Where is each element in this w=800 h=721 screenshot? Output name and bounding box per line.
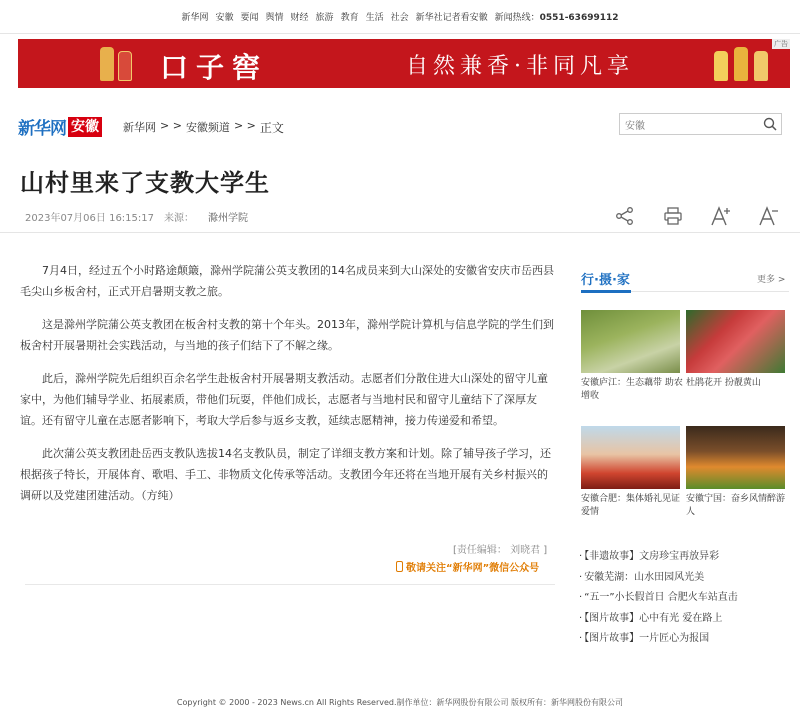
article-paragraph: 此次蒲公英支教团赴岳西支教队选拔14名支教队员，制定了详细支教方案和计划。除了辅导孩子学习，还根据孩子特长，开展体育、歌唱、手工、非物质文化传承等活动。支教团今年还将在当地开展有关乡村振兴的调研以及党建团建活动。（方纯） (20, 447, 551, 502)
ad-brand: 口子窖 (160, 51, 269, 84)
print-icon[interactable] (662, 205, 684, 227)
follow-text: 敬请关注“新华网”微信公众号 (406, 563, 540, 574)
article-paragraph: 7月4日，经过五个小时路途颠簸，滁州学院蒲公英支教团的14名成员来到大山深处的安徽省安庆市岳西县毛尖山乡板舍村，正式开启暑期支教之旅。 (20, 264, 554, 298)
article-datetime: 2023年07月06日 16:15:17 (25, 213, 154, 224)
article-paragraph: 这是滁州学院蒲公英支教团在板舍村支教的第十个年头。2013年，滁州学院计算机与信息学院的学生们到板舍村开展暑期社会实践活动，与当地的孩子们结下了不解之缘。 (20, 318, 554, 352)
nav-anhui[interactable]: 安徽 (215, 13, 234, 23)
article-tools (614, 205, 780, 227)
article-body (18, 260, 554, 518)
font-decrease-icon[interactable] (758, 205, 780, 227)
photo-thumbnail[interactable] (581, 426, 680, 489)
nav-yuqing[interactable]: 舆情 (265, 13, 284, 23)
photo-caption[interactable]: 安徽庐江：生态藕带 助农增收 (581, 378, 683, 401)
photo-caption[interactable]: 杜鹃花开 扮靓黄山 (686, 378, 761, 388)
breadcrumb-separator: > > (160, 119, 182, 132)
nav-yaowen[interactable]: 要闻 (240, 13, 259, 23)
search-input[interactable] (620, 117, 755, 137)
nav-caijing[interactable]: 财经 (290, 13, 309, 23)
news-link[interactable]: · 安徽芜湖：山水田园风光美 (579, 568, 738, 589)
nav-shehui[interactable]: 社会 (390, 13, 409, 23)
breadcrumb-separator: > > (233, 119, 256, 132)
footer-copyright: Copyright © 2000 - 2023 News.cn All Rights Reserved.制作单位：新华网股份有限公司 版权所有：新华网股份有限公司 (176, 698, 624, 707)
ad-banner[interactable] (18, 39, 790, 88)
article-title: 山村里来了支教大学生 (20, 169, 270, 197)
sidebar-divider (581, 291, 789, 292)
bottle-image (714, 51, 728, 81)
news-link[interactable]: · “五一”小长假首日 合肥火车站直击 (579, 588, 738, 609)
news-link[interactable]: · 【非遗故事】文房珍宝再放异彩 (579, 547, 738, 568)
article-paragraph: 此后，滁州学院先后组织百余名学生赴板舍村开展暑期支教活动。志愿者们分散住进大山深处的留守儿童家中，为他们辅导学业、拓展素质，带他们玩耍，伴他们成长，志愿者与当地村民和留守儿童结下了深厚友谊。还有留守儿童在志愿者影响下，考取大学后参与返乡支教，延续志愿精神，接力传递爱和希望。 (20, 372, 548, 427)
ad-slogan: 自然兼香·非同凡享 (406, 54, 634, 79)
breadcrumb-channel[interactable]: 安徽频道 (185, 121, 230, 134)
nav-jiaoyu[interactable]: 教育 (340, 13, 359, 23)
article-divider (25, 584, 555, 585)
search-icon[interactable] (763, 117, 777, 131)
site-logo[interactable] (18, 114, 102, 139)
font-increase-icon[interactable] (710, 205, 732, 227)
bottle-image (118, 51, 132, 81)
photo-thumbnail[interactable] (581, 310, 680, 373)
hotline-label: 新闻热线： (494, 13, 540, 23)
photo-thumbnail[interactable] (686, 310, 785, 373)
hotline (495, 10, 619, 23)
photo-caption[interactable]: 安徽合肥：集体婚礼见证爱情 (581, 494, 681, 517)
breadcrumb-current: 正文 (259, 121, 284, 135)
sidebar-news-list (579, 547, 738, 650)
source-label: 来源： (164, 213, 194, 224)
sidebar-title[interactable]: 行·摄·家 (581, 273, 630, 288)
breadcrumb-home[interactable]: 新华网 (123, 121, 156, 134)
sidebar-more-link[interactable]: 更多 > (757, 275, 786, 285)
ad-tag: 广告 (774, 40, 788, 48)
phone-icon (396, 561, 403, 572)
bottle-image (754, 51, 768, 81)
article-meta (25, 209, 248, 224)
photo-caption[interactable]: 安徽宁国：奋乡风情醉游人 (686, 494, 786, 517)
news-link[interactable]: · 【图片故事】心中有光 爱在路上 (579, 609, 738, 630)
header-divider (0, 232, 800, 233)
news-link[interactable]: · 【图片故事】一片匠心为报国 (579, 629, 738, 650)
nav-lvyou[interactable]: 旅游 (315, 13, 334, 23)
hotline-number: 0551-63699112 (539, 13, 619, 23)
article-source: 滁州学院 (208, 213, 248, 224)
share-icon[interactable] (614, 205, 636, 227)
nav-reporters[interactable]: 新华社记者看安徽 (415, 13, 488, 23)
nav-shenghuo[interactable]: 生活 (365, 13, 384, 23)
logo-region: 安徽 (68, 117, 102, 137)
responsible-editor: [责任编辑： 刘晓君 ] (453, 545, 548, 556)
bottle-image (100, 47, 114, 81)
bottle-image (734, 47, 748, 81)
nav-xinhua[interactable]: 新华网 (181, 13, 209, 23)
search-box (619, 113, 782, 135)
follow-wechat-link[interactable] (396, 559, 539, 574)
top-nav (0, 0, 800, 34)
breadcrumb (123, 119, 284, 136)
logo-main: 新华网 (18, 119, 66, 139)
photo-thumbnail[interactable] (686, 426, 785, 489)
